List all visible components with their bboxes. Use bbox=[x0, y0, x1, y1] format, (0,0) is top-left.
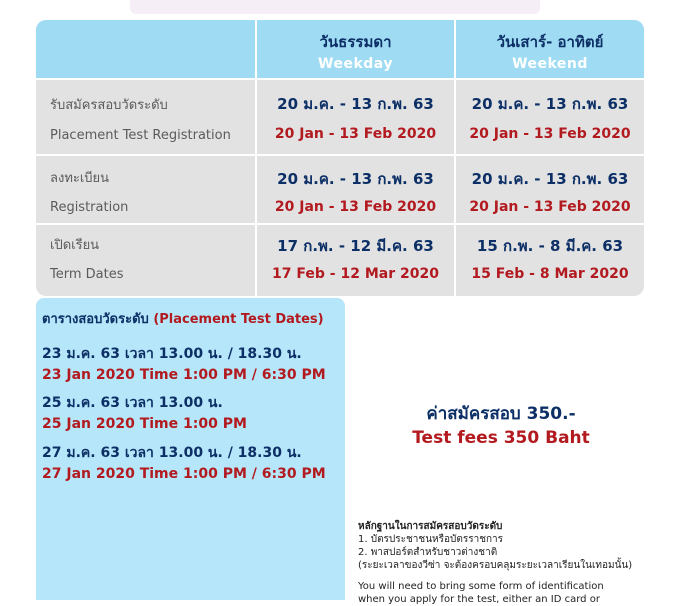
header-weekday-th: วันธรรมดา bbox=[319, 33, 392, 51]
weekday-date-en: 17 Feb - 12 Mar 2020 bbox=[272, 266, 439, 282]
weekday-date-th: 20 ม.ค. - 13 ก.พ. 63 bbox=[277, 95, 434, 113]
fee-th: ค่าสมัครสอบ 350.- bbox=[426, 404, 576, 424]
weekend-date-en: 20 Jan - 13 Feb 2020 bbox=[469, 199, 631, 215]
requirement-en-line: You will need to bring some form of identification bbox=[358, 581, 604, 592]
weekend-date-th: 15 ก.พ. - 8 มี.ค. 63 bbox=[476, 237, 624, 255]
requirement-item: (ระยะเวลาของวีซ่า จะต้องครอบคลุมระยะเวลาเรียนในเทอมนั้น) bbox=[358, 560, 633, 571]
row-label-en: Term Dates bbox=[50, 267, 124, 282]
placement-date-en: 25 Jan 2020 Time 1:00 PM bbox=[42, 416, 247, 432]
header-blank-cell bbox=[36, 20, 255, 78]
header-weekend-th: วันเสาร์- อาทิตย์ bbox=[496, 33, 604, 51]
header-weekend-en: Weekend bbox=[512, 56, 588, 72]
row-label-en: Placement Test Registration bbox=[50, 128, 231, 143]
placement-title-th: ตารางสอบวัดระดับ bbox=[42, 312, 149, 327]
test-fee-box bbox=[348, 300, 654, 510]
schedule-table bbox=[36, 20, 644, 296]
row-label-th: รับสมัครสอบวัดระดับ bbox=[50, 98, 168, 113]
placement-date-th: 25 ม.ค. 63 เวลา 13.00 น. bbox=[42, 395, 223, 411]
row-divider bbox=[36, 223, 644, 225]
placement-date-en: 23 Jan 2020 Time 1:00 PM / 6:30 PM bbox=[42, 367, 326, 383]
requirement-item: 1. บัตรประชาชนหรือบัตรราชการ bbox=[358, 534, 504, 545]
requirement-en-line: when you apply for the test, either an ID card or bbox=[358, 594, 600, 605]
weekday-date-en: 20 Jan - 13 Feb 2020 bbox=[274, 126, 437, 142]
weekend-date-th: 20 ม.ค. - 13 ก.พ. 63 bbox=[471, 95, 629, 113]
row-label-th: เปิดเรียน bbox=[50, 238, 100, 253]
placement-date-th: 23 ม.ค. 63 เวลา 13.00 น. / 18.30 น. bbox=[42, 346, 302, 362]
row-label-th: ลงทะเบียน bbox=[50, 171, 110, 186]
weekday-date-th: 17 ก.พ. - 12 มี.ค. 63 bbox=[277, 237, 434, 255]
row-divider bbox=[36, 154, 644, 156]
requirements-note bbox=[358, 520, 668, 606]
placement-date-en: 27 Jan 2020 Time 1:00 PM / 6:30 PM bbox=[42, 466, 326, 482]
header-weekday bbox=[257, 20, 454, 78]
header-weekday-en: Weekday bbox=[318, 56, 393, 72]
top-banner-edge bbox=[130, 0, 540, 14]
placement-title-en: (Placement Test Dates) bbox=[153, 312, 324, 327]
fee-en: Test fees 350 Baht bbox=[412, 428, 590, 448]
weekend-date-th: 20 ม.ค. - 13 ก.พ. 63 bbox=[471, 170, 629, 188]
placement-title bbox=[42, 308, 324, 329]
weekday-date-th: 20 ม.ค. - 13 ก.พ. 63 bbox=[277, 170, 434, 188]
requirement-item: 2. พาสปอร์ตสำหรับชาวต่างชาติ bbox=[358, 547, 498, 558]
weekday-date-en: 20 Jan - 13 Feb 2020 bbox=[274, 199, 437, 215]
weekend-date-en: 15 Feb - 8 Mar 2020 bbox=[471, 266, 629, 282]
header-weekend bbox=[456, 20, 644, 78]
placement-test-dates-panel bbox=[36, 298, 345, 600]
row-label-en: Registration bbox=[50, 200, 129, 215]
row-divider bbox=[36, 78, 644, 80]
weekend-date-en: 20 Jan - 13 Feb 2020 bbox=[469, 126, 631, 142]
requirements-heading: หลักฐานในการสมัครสอบวัดระดับ bbox=[358, 521, 503, 532]
placement-date-th: 27 ม.ค. 63 เวลา 13.00 น. / 18.30 น. bbox=[42, 445, 302, 461]
